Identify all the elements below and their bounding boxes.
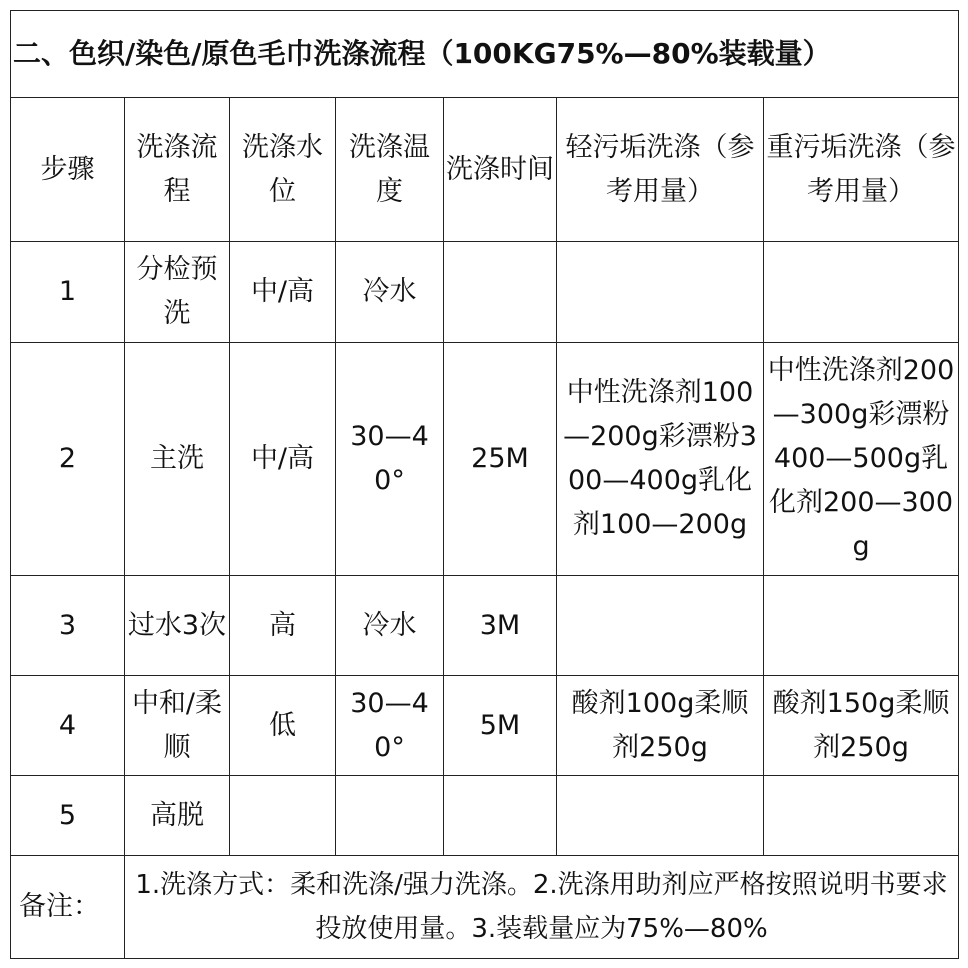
title-row [11,11,959,98]
cell-light-soil [557,576,764,676]
table-title: 二、色织/染色/原色毛巾洗涤流程（100KG75%—80%装载量） [11,11,959,98]
cell-process: 分检预洗 [125,242,230,343]
cell-water-level: 低 [230,676,336,776]
cell-water-level: 中/高 [230,242,336,343]
header-temperature: 洗涤温度 [336,98,444,242]
header-step: 步骤 [11,98,125,242]
table-row [11,242,959,343]
cell-process: 过水3次 [125,576,230,676]
cell-temperature: 冷水 [336,242,444,343]
cell-step: 4 [11,676,125,776]
cell-process: 主洗 [125,343,230,576]
remark-row [11,856,959,959]
cell-process: 高脱 [125,776,230,856]
header-heavy-soil: 重污垢洗涤（参考用量） [764,98,959,242]
cell-time [444,242,557,343]
remark-label: 备注： [11,856,125,959]
table-row [11,776,959,856]
cell-heavy-soil [764,242,959,343]
table-row [11,343,959,576]
remark-text: 1.洗涤方式：柔和洗涤/强力洗涤。2.洗涤用助剂应严格按照说明书要求投放使用量。3.装载量应为75%—80% [125,856,959,959]
cell-water-level: 高 [230,576,336,676]
header-light-soil: 轻污垢洗涤（参考用量） [557,98,764,242]
cell-heavy-soil: 酸剂150g柔顺剂250g [764,676,959,776]
header-water-level: 洗涤水位 [230,98,336,242]
cell-heavy-soil [764,776,959,856]
header-process: 洗涤流程 [125,98,230,242]
cell-light-soil [557,776,764,856]
cell-temperature: 30—40° [336,676,444,776]
washing-process-table [10,10,959,959]
cell-step: 2 [11,343,125,576]
cell-temperature [336,776,444,856]
cell-light-soil: 酸剂100g柔顺剂250g [557,676,764,776]
cell-light-soil: 中性洗涤剂100—200g彩漂粉300—400g乳化剂100—200g [557,343,764,576]
cell-time: 3M [444,576,557,676]
cell-light-soil [557,242,764,343]
header-row [11,98,959,242]
cell-time [444,776,557,856]
cell-time: 5M [444,676,557,776]
cell-temperature: 30—40° [336,343,444,576]
cell-step: 1 [11,242,125,343]
cell-step: 5 [11,776,125,856]
cell-step: 3 [11,576,125,676]
cell-heavy-soil [764,576,959,676]
cell-heavy-soil: 中性洗涤剂200—300g彩漂粉400—500g乳化剂200—300g [764,343,959,576]
table-row [11,676,959,776]
cell-time: 25M [444,343,557,576]
cell-water-level: 中/高 [230,343,336,576]
cell-process: 中和/柔顺 [125,676,230,776]
cell-temperature: 冷水 [336,576,444,676]
cell-water-level [230,776,336,856]
header-time: 洗涤时间 [444,98,557,242]
table-row [11,576,959,676]
